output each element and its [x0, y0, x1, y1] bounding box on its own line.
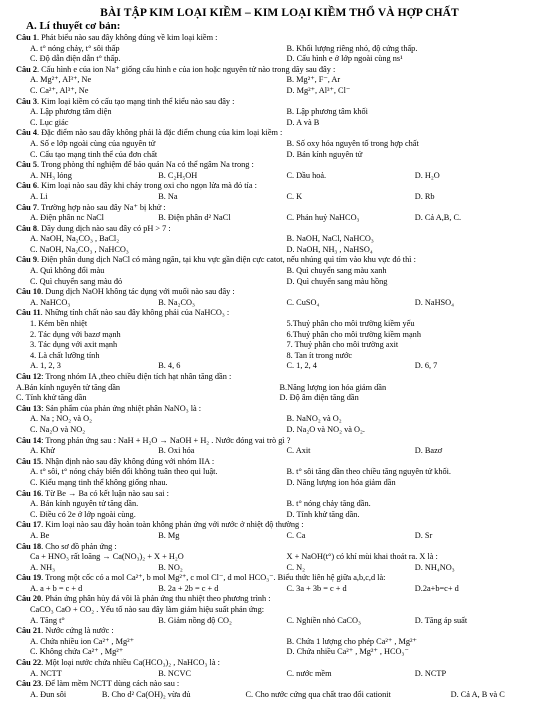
answer-option: B. Cho d² Ca(OH)₂ vừa đủ [101, 689, 191, 699]
answer-row [16, 584, 543, 595]
answer-option: D. Chứa nhiều Ca²⁺ , Mg²⁺ , HCO₃⁻ [286, 647, 409, 657]
answer-option: A. NH₃ [30, 562, 56, 572]
answer-row [16, 499, 543, 510]
answer-row [16, 86, 543, 97]
answer-option: A. Lập phương tâm diện [30, 107, 112, 117]
question [16, 404, 543, 415]
answer-row [16, 637, 543, 648]
answer-row [16, 478, 543, 489]
question-number: Câu 1 [16, 33, 37, 42]
answer-option: B. Điện phân d² NaCl [158, 213, 231, 223]
answer-row [16, 393, 543, 404]
question [16, 679, 543, 690]
question [16, 224, 543, 235]
answer-option: B. NaNO₂ và O₂ [286, 414, 342, 424]
question-line: CaCO₃ CaO + CO₂ . Yếu tố nào sau đây làm giảm hiệu suất phản ứng: [30, 605, 265, 615]
question-number: Câu 19 [16, 573, 42, 583]
question-text: : Sản phẩm của phản ứng nhiệt phân NaNO₃ là : [41, 403, 202, 413]
question-number: Câu 5 [16, 160, 37, 170]
answer-option: D. Bán kính nguyên tử [286, 149, 363, 159]
question-text: . Điện phân dung dịch NaCl có màng ngăn, tại khu vực gần điện cực catot, nếu nhúng quì tím vào khu vực đó thì : [36, 255, 416, 265]
answer-option: D. NCTP [414, 668, 447, 678]
answer-row [16, 319, 543, 330]
question-text: . Dãy dung dịch nào sau đây có pH > 7 : [36, 223, 171, 233]
answer-option: 2. Tác dụng với bazơ mạnh [30, 329, 121, 339]
answer-option: B. NaOH, NaCl, NaHCO₃ [286, 234, 374, 244]
answer-option: D. Sr [414, 530, 433, 540]
answer-option: C. Na₂O và NO₂ [30, 424, 86, 434]
question-list [16, 33, 543, 700]
question-number: Câu 6 [16, 181, 37, 191]
question-number: Câu 14 [16, 435, 42, 445]
answer-option: C. Cấu tạo mạng tinh thể của đơn chất [30, 149, 158, 159]
question-text: . Kim loại nào sau đây hoàn toàn không phản ứng với nước ở nhiệt độ thường : [41, 520, 304, 530]
answer-option: D. Cả A,B, C. [414, 213, 462, 223]
question [16, 626, 543, 637]
answer-option: A. t° nóng chảy, t° sôi thấp [30, 43, 120, 53]
question-number: Câu 3 [16, 96, 37, 106]
answer-option: D. Độ âm điện tăng dần [279, 393, 359, 403]
answer-option: A. Li [30, 191, 48, 201]
answer-option: D. Tính khử tăng dần. [286, 509, 360, 519]
answer-option: D. Na₂O và NO₂ và O₂. [286, 424, 365, 434]
answer-row [16, 340, 543, 351]
answer-row [16, 277, 543, 288]
question [16, 203, 543, 214]
question-text: . Trong một cốc có a mol Ca²⁺, b mol Mg²⁺, c mol Cl⁻, d mol HCO₃⁻. Biểu thức liên hệ giữa a,b,c,d là: [41, 573, 386, 583]
question-number: Câu 8 [16, 223, 37, 233]
answer-row [16, 234, 543, 245]
question-number: Câu 2 [16, 64, 37, 74]
answer-option: 1. Kém bền nhiệt [30, 319, 88, 329]
answer-option: A. Bán kính nguyên tử tăng dần. [30, 499, 139, 509]
question [16, 181, 543, 192]
question-number: Câu 16 [16, 488, 42, 498]
question-text: . Cho sơ đồ phản ứng : [41, 541, 117, 551]
question-text: . Cấu hình e của ion Na⁺ giống cấu hình e của ion hoặc nguyên tử nào trong dãy sau đây : [36, 64, 336, 74]
answer-option: C. Tính khử tăng dần [16, 393, 87, 403]
answer-row [16, 425, 543, 436]
question [16, 308, 543, 319]
answer-row [16, 107, 543, 118]
question-text: . Kim loại nào sau đây khi cháy trong oxi cho ngọn lửa mà đỏ tía : [36, 181, 257, 191]
answer-option: D. Bazơ [414, 446, 443, 456]
answer-option: D. Tăng áp suất [414, 615, 468, 625]
answer-option: A.Bán kính nguyên tử tăng dần [16, 382, 121, 392]
answer-row [16, 563, 543, 574]
answer-row [16, 616, 543, 627]
answer-row [16, 171, 543, 182]
answer-option: D. H₂O [414, 170, 440, 180]
question-number: Câu 15 [16, 456, 42, 466]
answer-row [16, 414, 543, 425]
answer-option: B. Giảm nồng độ CO₂ [158, 615, 232, 625]
answer-option: B. Quì chuyển sang màu xanh [286, 266, 387, 276]
answer-option: D. Rb [414, 191, 435, 201]
answer-row [16, 44, 543, 55]
question-text: . Phản ứng phân hủy đá vôi là phản ứng thu nhiệt theo phương trình : [41, 594, 271, 604]
answer-row [16, 75, 543, 86]
answer-row [16, 669, 543, 680]
answer-option: A. Mg²⁺, Al³⁺, Ne [30, 75, 92, 85]
answer-option: A. Chứa nhiều ion Ca²⁺ , Mg²⁺ [30, 636, 134, 646]
answer-option: D. A và B [286, 117, 320, 127]
answer-option: C. Ca²⁺, Al³⁺, Ne [30, 85, 89, 95]
question-number: Câu 13 [16, 403, 42, 413]
question-text: : Trong phản ứng sau : NaH + H₂O → NaOH + H₂ . Nước đóng vai trò gì ? [41, 435, 291, 445]
answer-option: C. Không chứa Ca²⁺ , Mg²⁺ [30, 647, 124, 657]
question [16, 489, 543, 500]
question-number: Câu 11 [16, 308, 41, 318]
question-text: . Từ Be → Ba có kết luận nào sau sai : [41, 488, 169, 498]
answer-option: C. Nghiền nhỏ CaCO₃ [286, 615, 361, 625]
question [16, 594, 543, 605]
question [16, 573, 543, 584]
answer-option: D. 6, 7 [414, 361, 438, 371]
question-text: : Trong nhóm IA ,theo chiều điện tích hạt nhân tăng dần : [41, 372, 232, 381]
answer-option: B. Oxi hóa [158, 446, 195, 456]
answer-option: X + NaOH(t°) có khí mùi khai thoát ra. X là : [286, 552, 438, 562]
answer-option: C. Axit [286, 446, 311, 456]
answer-option: B. NCVC [158, 668, 191, 678]
answer-option: D. Quì chuyển sang màu hồng [286, 276, 388, 286]
question [16, 128, 543, 139]
question-number: Câu 23 [16, 679, 42, 689]
answer-option: B. Na₂CO₃ [158, 297, 195, 307]
answer-option: C. Điều có 2e ở lớp ngoài cùng. [30, 509, 136, 519]
answer-option: D. Năng lượng ion hóa giảm dần [286, 477, 396, 487]
answer-option: D. NaHSO₄ [414, 297, 455, 307]
answer-option: D.2a+b=c+ d [414, 583, 459, 593]
question [16, 520, 543, 531]
answer-option: B. Mg [158, 530, 180, 540]
answer-option: A. Quì không đổi màu [30, 266, 105, 276]
answer-row [16, 298, 543, 309]
question-number: Câu 10 [16, 287, 42, 297]
question-text: . Nước cứng là nước : [41, 626, 114, 636]
answer-option: B. Chứa 1 lượng cho phép Ca²⁺ , Mg²⁺ [286, 636, 417, 646]
answer-row [16, 383, 543, 394]
answer-row [16, 552, 543, 563]
question-text: . Nhận định nào sau đây không đúng với nhóm IIA : [41, 456, 215, 466]
question-number: Câu 12 [16, 372, 42, 381]
answer-option: C. N₂ [286, 562, 306, 572]
answer-option: B. Mg²⁺, F⁻, Ar [286, 75, 341, 85]
answer-option: A. t° sôi, t° nóng chảy biến đổi không tuân theo qui luật. [30, 467, 218, 477]
answer-option: A. Be [30, 530, 50, 540]
answer-option: A. NCTT [30, 668, 62, 678]
answer-option: B. 4, 6 [158, 361, 181, 371]
section-heading: A. Lí thuyết cơ bản: [26, 20, 121, 32]
answer-row [16, 531, 543, 542]
answer-option: C. Lục giác [30, 117, 69, 127]
answer-option: C. K [286, 191, 303, 201]
answer-option: D. NH₄NO₃ [414, 562, 455, 572]
answer-option: C. NaOH, Na₂CO₃ , NaHCO₃ [30, 244, 129, 254]
answer-option: A. NaOH, Na₂CO₃ , BaCl₂ [30, 234, 120, 244]
answer-row [16, 467, 543, 478]
answer-option: B. Khối lượng riêng nhỏ, độ cứng thấp. [286, 43, 418, 53]
answer-option: 5.Thuỷ phân cho môi trường kiềm yếu [286, 319, 415, 329]
question [16, 33, 543, 44]
answer-option: 8. Tan ít trong nước [286, 350, 353, 360]
answer-option: B. t° sôi tăng dần theo chiều tăng nguyên tử khối. [286, 467, 452, 477]
answer-option: A. Tăng t° [30, 615, 65, 625]
question-text: . Phát biểu nào sau đây không đúng về kim loại kiềm : [36, 33, 218, 42]
answer-option: B. NO₂ [158, 562, 183, 572]
answer-option: B. t° nóng chảy tăng dần. [286, 499, 371, 509]
answer-row [16, 690, 543, 701]
question [16, 457, 543, 468]
answer-option: D. NaOH, NH₃ , NaHSO₄ [286, 244, 373, 254]
answer-option: B. Lập phương tâm khối [286, 107, 368, 117]
answer-option: B. 2a + 2b = c + d [158, 583, 219, 593]
answer-row [16, 150, 543, 161]
question-number: Câu 4 [16, 128, 37, 138]
answer-option: C. CuSO₄ [286, 297, 320, 307]
answer-option: A. NH₃ lỏng [30, 170, 72, 180]
question-number: Câu 22 [16, 658, 42, 668]
question-text: . Trong phòng thí nghiệm để bảo quản Na có thể ngâm Na trong : [36, 160, 254, 170]
question-text: . Những tính chất nào sau đây không phải của NaHCO₃ : [40, 308, 230, 318]
answer-row [16, 54, 543, 65]
answer-option: C. Dầu hoả. [286, 170, 327, 180]
question [16, 287, 543, 298]
answer-option: C. nước mềm [286, 668, 332, 678]
answer-option: C. Phản huỷ NaHCO₃ [286, 213, 360, 223]
question-text: . Một loại nước chứa nhiều Ca(HCO₃)₂ , NaHCO₃ là : [41, 658, 220, 668]
question-number: Câu 17 [16, 520, 42, 530]
question [16, 658, 543, 669]
answer-row [16, 446, 543, 457]
answer-option: B. Na [158, 191, 178, 201]
question-number: Câu 21 [16, 626, 42, 636]
question-number: Câu 7 [16, 202, 37, 212]
answer-row [16, 361, 543, 372]
answer-option: B. Số oxy hóa nguyên tố trong hợp chất [286, 138, 419, 148]
answer-option: C. 1, 2, 4 [286, 361, 317, 371]
answer-option: 3. Tác dụng với axit mạnh [30, 340, 118, 350]
answer-option: B.Năng lượng ion hóa giảm dần [279, 382, 387, 392]
answer-option: C. Cho nước cứng qua chất trao đổi cationit [245, 689, 391, 699]
answer-option: A. Điện phân nc NaCl [30, 213, 104, 223]
question-text: . Đặc điểm nào sau đây không phải là đặc điểm chung của kim loại kiềm : [36, 128, 283, 138]
question [16, 255, 543, 266]
page-title: BÀI TẬP KIM LOẠI KIỀM – KIM LOẠI KIỀM THỔ VÀ HỢP CHẤT [100, 7, 459, 19]
question-number: Câu 18 [16, 541, 42, 551]
answer-option: C. Độ dẫn điện dẫn t° thấp. [30, 54, 121, 64]
answer-option: D. Cấu hình e ở lớp ngoài cùng ns¹ [286, 54, 403, 64]
answer-option: C. 3a + 3b = c + d [286, 583, 347, 593]
answer-row [16, 330, 543, 341]
question [16, 436, 543, 447]
answer-option: A. NaHCO₃ [30, 297, 71, 307]
answer-option: 4. Là chất lưỡng tính [30, 350, 100, 360]
answer-option: C. Kiểu mạng tinh thể không giống nhau. [30, 477, 168, 487]
answer-row [16, 192, 543, 203]
answer-row [16, 213, 543, 224]
answer-row [16, 647, 543, 658]
question [16, 160, 543, 171]
answer-option: 7. Thuỷ phân cho môi trường axit [286, 340, 399, 350]
answer-option: B. C₂H₅OH [158, 170, 198, 180]
answer-option: A. Na ; NO₂ và O₂ [30, 414, 93, 424]
answer-row [16, 510, 543, 521]
answer-option: 6.Thuỷ phân cho môi trường kiềm mạnh [286, 329, 421, 339]
question [16, 542, 543, 553]
answer-row [16, 351, 543, 362]
question-text: . Để làm mềm NCTT dùng cách nào sau : [41, 679, 180, 689]
question [16, 97, 543, 108]
question [16, 372, 543, 383]
answer-option: D. Mg²⁺, Al³⁺, Cl⁻ [286, 85, 351, 95]
question-number: Câu 20 [16, 594, 42, 604]
answer-row [16, 139, 543, 150]
answer-option: D. Cả A, B và C [450, 689, 505, 699]
question-text: . Kim loại kiềm có cấu tạo mạng tinh thể kiểu nào sau đây : [36, 96, 235, 106]
answer-row [16, 266, 543, 277]
question-number: Câu 9 [16, 255, 37, 265]
answer-option: A. Số e lớp ngoài cùng của nguyên tử [30, 138, 156, 148]
answer-option: A. Khử [30, 446, 55, 456]
question [16, 65, 543, 76]
answer-row [16, 118, 543, 129]
answer-option: C. Quì chuyển sang màu đỏ [30, 276, 123, 286]
question-text: . Trường hợp nào sau đây Na⁺ bị khử : [36, 202, 166, 212]
answer-option: A. Đun sôi [30, 689, 67, 699]
answer-option: A. 1, 2, 3 [30, 361, 61, 371]
answer-option: C. Ca [286, 530, 306, 540]
question-text: . Dung dịch NaOH không tác dụng với muối nào sau đây : [41, 287, 235, 297]
answer-option: A. a + b = c + d [30, 583, 83, 593]
answer-row [16, 245, 543, 256]
answer-option: Ca + HNO₃ rất loãng → Ca(NO₃)₂ + X + H₂O [30, 552, 184, 562]
